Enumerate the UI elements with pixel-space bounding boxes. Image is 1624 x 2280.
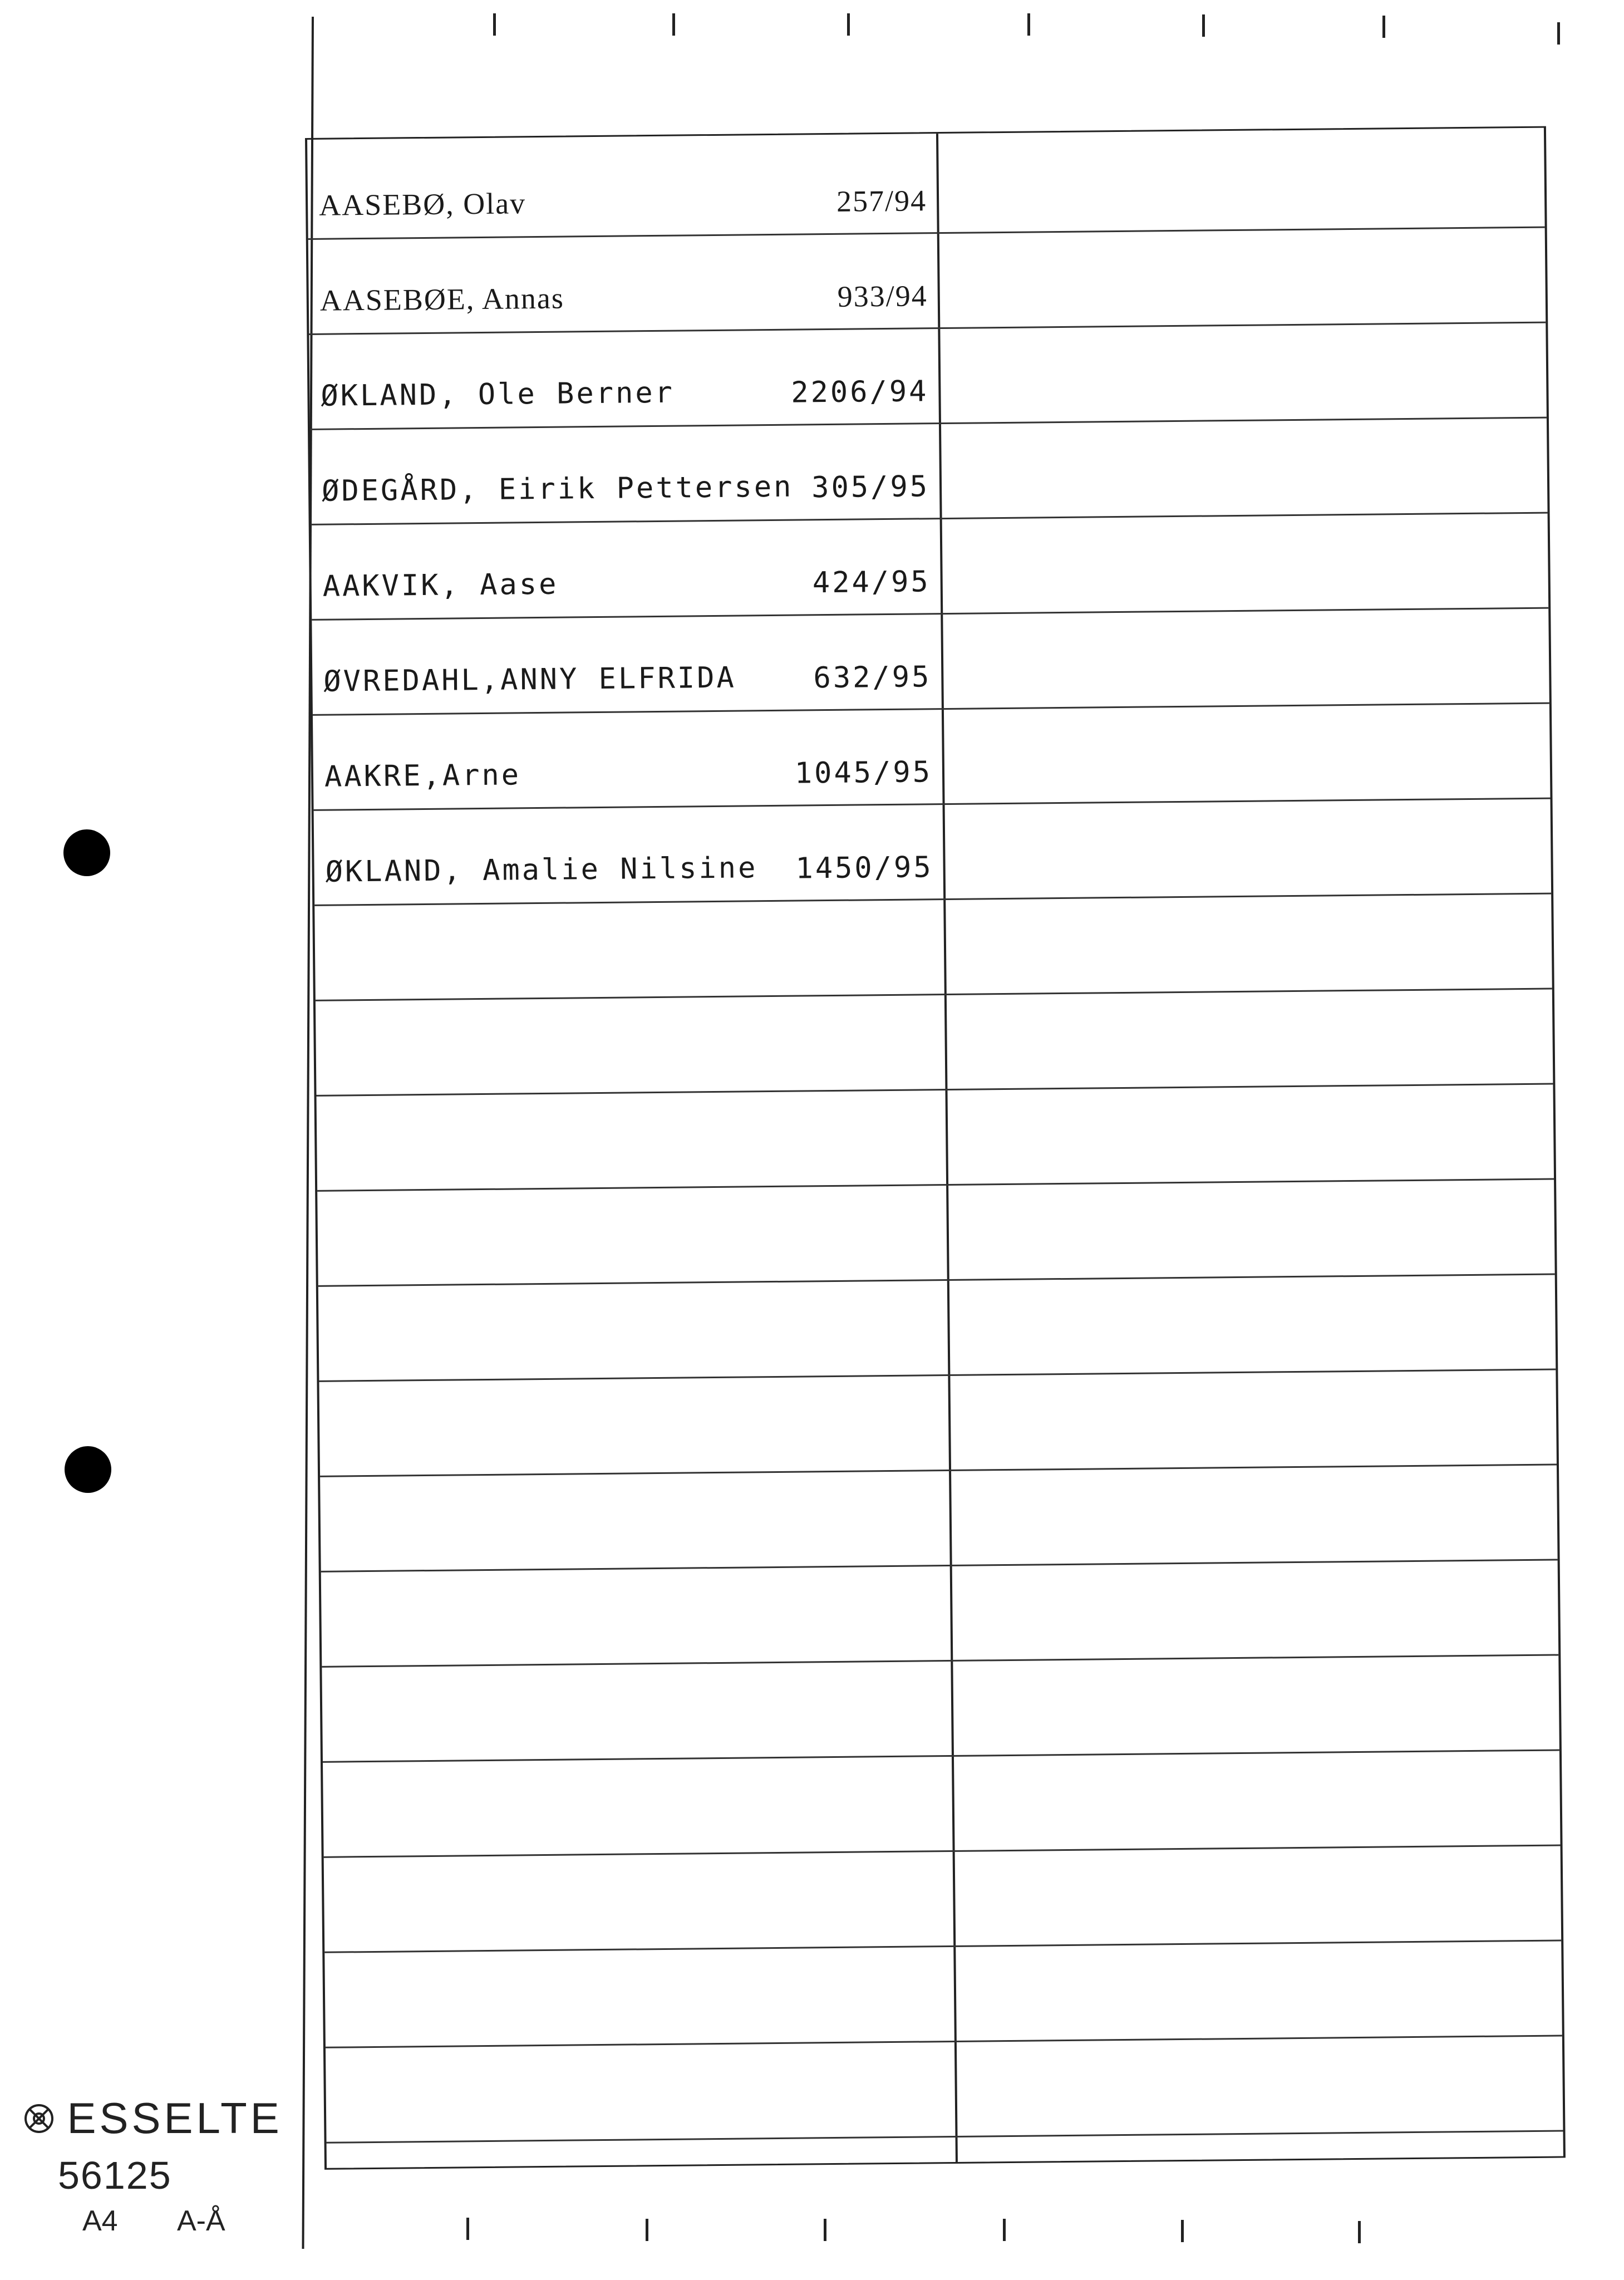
top-tick (847, 13, 850, 36)
empty-table-row (314, 895, 1552, 1001)
product-code: 56125 (58, 2154, 172, 2197)
brand-stamp (22, 2093, 283, 2144)
punch-hole (65, 1446, 111, 1493)
entry-reference: 424/95 (812, 565, 931, 600)
entry-reference: 933/94 (837, 279, 928, 313)
entry-reference: 257/94 (836, 184, 927, 218)
empty-table-row (323, 1751, 1561, 1858)
brand-name: ESSELTE (67, 2094, 283, 2143)
entry-name: AASEBØE, Annas (319, 281, 565, 317)
table-row (307, 134, 1545, 240)
entry-reference: 1045/95 (794, 755, 933, 790)
empty-table-row (324, 1942, 1562, 2048)
bottom-tick (646, 2219, 648, 2241)
bottom-tick (1181, 2220, 1184, 2242)
top-tick (1202, 14, 1205, 37)
empty-table-row (321, 1561, 1559, 1668)
punch-hole (63, 829, 110, 876)
register-table (305, 126, 1566, 2170)
table-row (313, 705, 1551, 811)
entry-reference: 1450/95 (795, 851, 933, 886)
empty-table-row (320, 1466, 1558, 1573)
bottom-tick (466, 2218, 469, 2240)
entry-name: ØDEGÅRD, Eirik Pettersen (321, 470, 794, 508)
table-row (311, 514, 1549, 621)
table-row (308, 229, 1546, 335)
empty-table-row (322, 1657, 1559, 1763)
entry-name: ØVREDAHL,ANNY ELFRIDA (323, 661, 737, 699)
paper-size: A4 (82, 2205, 118, 2237)
empty-table-row (324, 1846, 1562, 1953)
top-tick (1027, 13, 1030, 36)
empty-table-row (318, 1276, 1556, 1382)
empty-table-row (319, 1371, 1557, 1477)
top-tick (493, 13, 496, 36)
esselte-logo-icon (22, 2102, 56, 2135)
top-tick (1557, 22, 1560, 45)
table-row (314, 800, 1552, 906)
empty-table-row (317, 1181, 1555, 1287)
entry-name: AASEBØ, Olav (318, 186, 526, 222)
top-tick (672, 13, 675, 36)
empty-table-row (316, 990, 1553, 1097)
table-row (310, 419, 1548, 525)
entry-name: AAKVIK, Aase (322, 567, 559, 603)
table-row (312, 610, 1549, 716)
entry-name: AAKRE,Arne (324, 758, 521, 794)
bottom-tick (824, 2219, 826, 2241)
entry-name: ØKLAND, Ole Berner (321, 376, 675, 413)
entry-reference: 305/95 (811, 470, 930, 505)
bottom-tick (1358, 2221, 1361, 2243)
empty-table-row (326, 2037, 1563, 2143)
table-row (309, 324, 1547, 430)
bottom-tick (1003, 2219, 1006, 2241)
index-range: A-Å (177, 2205, 225, 2237)
entry-name: ØKLAND, Amalie Nilsine (325, 851, 758, 889)
top-tick (1382, 16, 1385, 38)
entry-reference: 2206/94 (790, 375, 929, 410)
entry-reference: 632/95 (813, 660, 932, 695)
empty-table-row (317, 1085, 1554, 1192)
